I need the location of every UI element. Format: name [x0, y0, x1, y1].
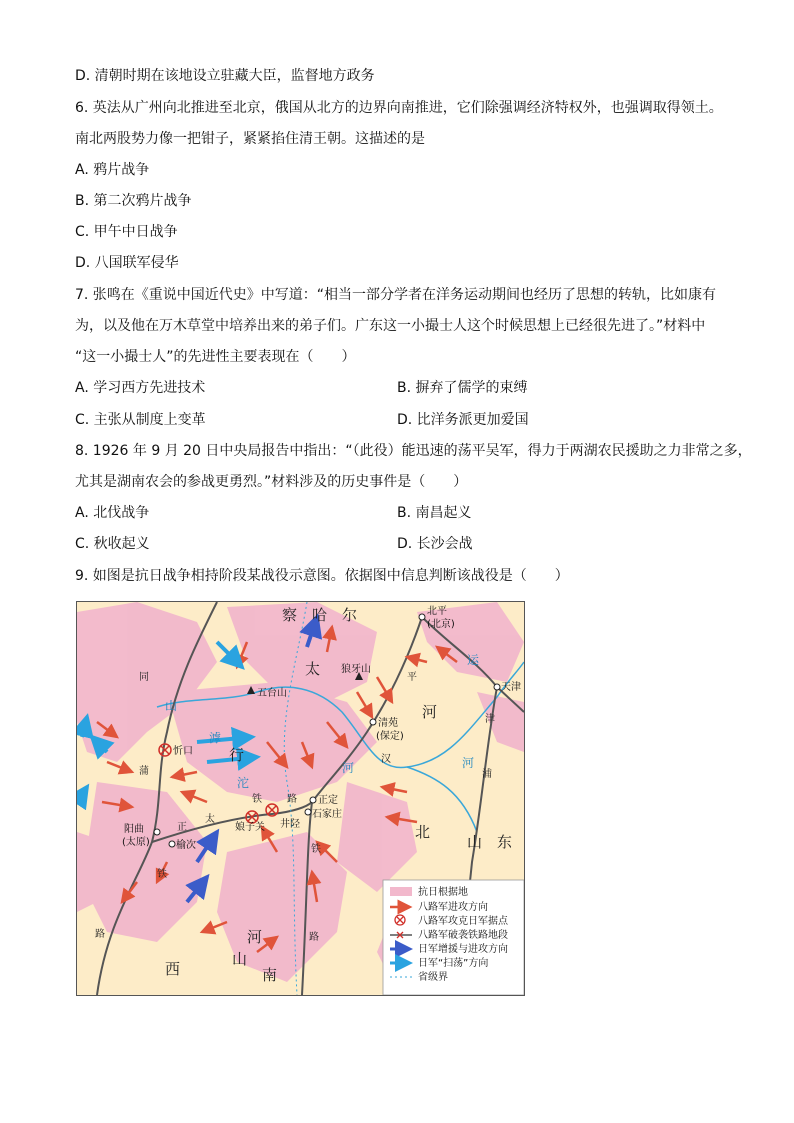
- label-pinghan-4: 路: [309, 932, 319, 943]
- label-tianjin: 天津: [501, 682, 521, 693]
- label-tongpu-2: 蒲: [139, 766, 149, 777]
- label-taihang-1: 太: [305, 660, 321, 678]
- q6-option-a: A. 鸦片战争: [75, 162, 150, 178]
- q6-stem-2: 南北两股势力像一把钳子，紧紧掐住清王朝。这描述的是: [75, 131, 425, 147]
- label-wutaishan: 五台山: [257, 688, 287, 699]
- label-hutuo-2: 沱: [237, 776, 250, 790]
- q6-stem-1: 6. 英法从广州向北推进至北京，俄国从北方的边界向南推进，它们除强调经济特权外，也强调取得领土。: [75, 100, 723, 116]
- label-yangqu: 阳曲: [124, 824, 144, 835]
- label-niangziguan: 娘子关: [235, 822, 265, 833]
- label-hutuo-3: 河: [342, 761, 355, 775]
- label-hebei-1: 河: [422, 703, 438, 721]
- q8-option-d: D. 长沙会战: [397, 536, 473, 552]
- legend-japan-reinforcement: 日军增援与进攻方向: [418, 944, 508, 955]
- label-shan-left: 山: [165, 699, 178, 713]
- battle-map-svg: [77, 602, 524, 995]
- label-chahaer-2: 哈: [312, 606, 328, 624]
- battle-map: [76, 601, 525, 996]
- label-hutuo-1: 滹: [209, 731, 222, 745]
- label-pinghan-3: 铁: [311, 844, 321, 855]
- label-jinpu-2: 浦: [482, 769, 492, 780]
- label-taihang-2: 行: [229, 746, 245, 764]
- label-xinkou: 忻口: [173, 746, 193, 757]
- label-shijiazhuang: 石家庄: [312, 809, 342, 820]
- q6-option-b: B. 第二次鸦片战争: [75, 193, 192, 209]
- label-yunhe-2: 河: [462, 756, 475, 770]
- label-beiping: 北平: [427, 606, 447, 617]
- legend-province-border: 省级界: [418, 972, 448, 983]
- label-shanxi-1: 山: [232, 950, 248, 968]
- q7-stem-2: 为，以及他在万木草堂中培养出来的弟子们。广东这一小撮士人这个时候思想上已经很先进了。”材料中: [75, 318, 706, 334]
- label-zhengtai-4: 路: [287, 794, 297, 805]
- map-legend: [383, 880, 524, 995]
- label-yunhe-1: 运: [467, 653, 480, 667]
- q6-option-c: C. 甲午中日战争: [75, 224, 178, 240]
- label-henan-2: 南: [262, 966, 278, 984]
- label-zhengtai-2: 太: [205, 814, 215, 825]
- label-langyashan: 狼牙山: [341, 664, 371, 675]
- q7-option-c: C. 主张从制度上变革: [75, 412, 206, 428]
- legend-eighth-route-attack: 八路军进攻方向: [418, 902, 488, 913]
- label-jingxing: 井陉: [280, 819, 300, 830]
- label-yangqu-note: (太原): [122, 837, 150, 848]
- legend-railway-sabotage: 八路军破袭铁路地段: [418, 930, 508, 941]
- label-shandong-2: 东: [497, 833, 513, 851]
- q7-option-b: B. 摒弃了儒学的束缚: [397, 380, 528, 396]
- label-beiping-note: (北京): [427, 619, 455, 630]
- q8-stem-2: 尤其是湖南农会的参战更勇烈。”材料涉及的历史事件是（ ）: [75, 474, 468, 490]
- label-hebei-2: 北: [415, 823, 431, 841]
- legend-base-area: 抗日根据地: [418, 887, 468, 898]
- q8-stem-1: 8. 1926 年 9 月 20 日中央局报告中指出：“（此役）能迅速的荡平吴军，得力于两湖农民援助之力非常之多，: [75, 443, 752, 459]
- label-zhengding: 正定: [318, 795, 338, 806]
- q7-option-a: A. 学习西方先进技术: [75, 380, 206, 396]
- q6-option-d: D. 八国联军侵华: [75, 255, 179, 271]
- label-tongpu-3: 铁: [157, 869, 167, 880]
- label-yuci: 榆次: [176, 840, 196, 851]
- legend-japan-sweep: 日军“扫荡”方向: [418, 958, 489, 969]
- label-henan-1: 河: [247, 928, 263, 946]
- label-chahaer-3: 尔: [342, 606, 358, 624]
- label-shandong-1: 山: [467, 833, 483, 851]
- q5-option-d: D. 清朝时期在该地设立驻藏大臣，监督地方政务: [75, 68, 375, 84]
- q8-option-a: A. 北伐战争: [75, 505, 150, 521]
- label-shanxi-2: 西: [165, 960, 181, 978]
- label-chahaer-1: 察: [282, 606, 298, 624]
- label-qingyuan-note: (保定): [376, 731, 404, 742]
- q8-option-c: C. 秋收起义: [75, 536, 150, 552]
- legend-captured-stronghold: 八路军攻克日军据点: [418, 916, 508, 927]
- label-zhengtai-3: 铁: [252, 794, 262, 805]
- label-qingyuan: 清苑: [378, 718, 398, 729]
- label-zhengtai-1: 正: [177, 822, 187, 833]
- label-jinpu-1: 津: [485, 714, 495, 725]
- q7-option-d: D. 比洋务派更加爱国: [397, 412, 529, 428]
- q7-stem-1: 7. 张鸣在《重说中国近代史》中写道：“相当一部分学者在洋务运动期间也经历了思想的转轨，比如康有: [75, 287, 717, 303]
- q7-stem-3: “这一小撮士人”的先进性主要表现在（ ）: [75, 349, 356, 365]
- label-pinghan-1: 平: [407, 672, 417, 683]
- q8-option-b: B. 南昌起义: [397, 505, 472, 521]
- q9-stem: 9. 如图是抗日战争相持阶段某战役示意图。依据图中信息判断该战役是（ ）: [75, 568, 569, 584]
- label-tongpu-1: 同: [139, 672, 149, 683]
- label-tongpu-4: 路: [95, 929, 105, 940]
- label-pinghan-2: 汉: [381, 754, 391, 765]
